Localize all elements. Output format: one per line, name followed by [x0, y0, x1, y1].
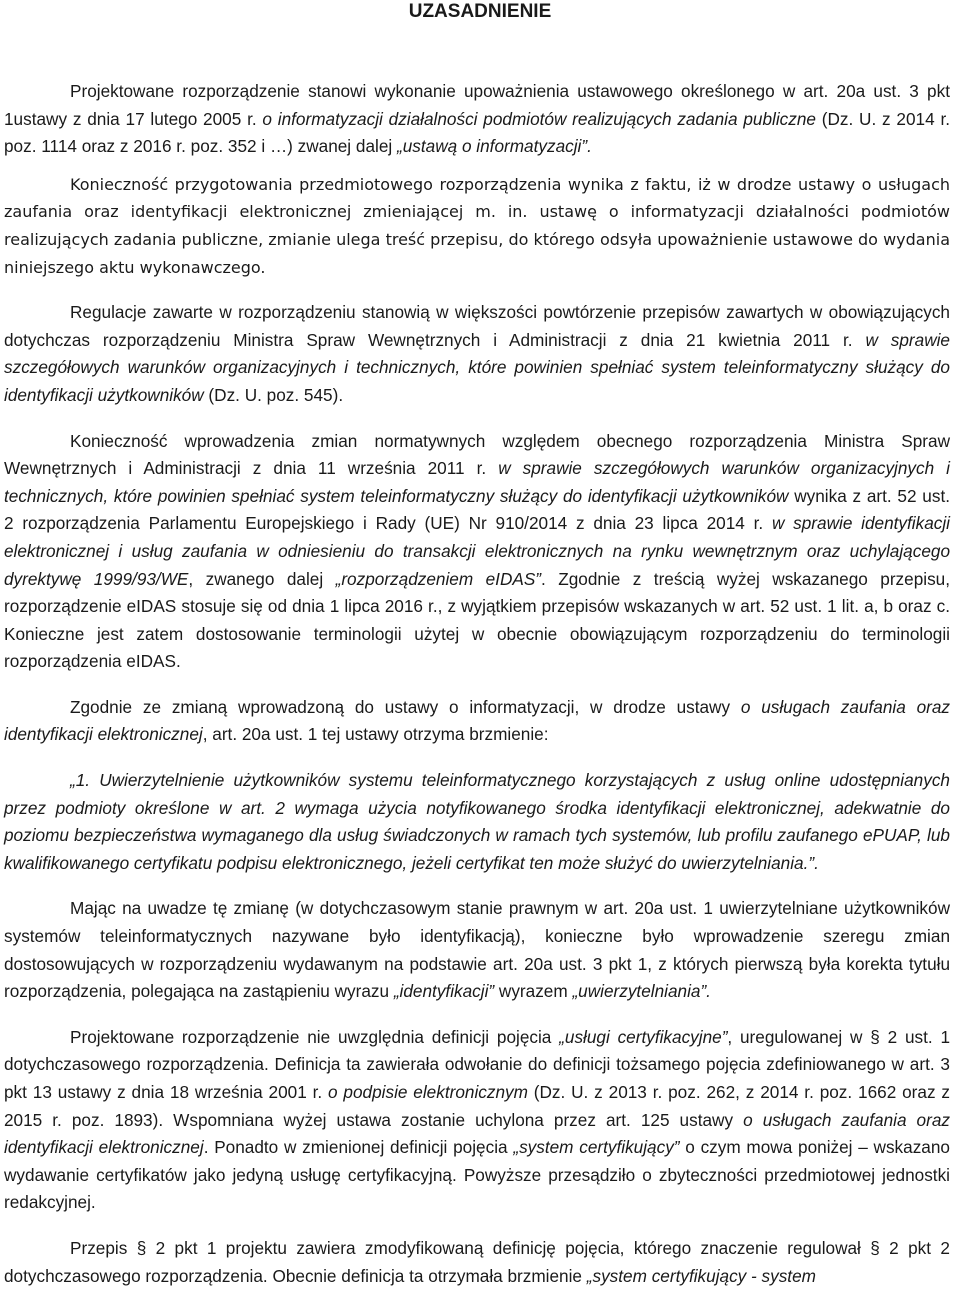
paragraph-7 [4, 895, 950, 1005]
italic-run: o usługach zaufania oraz identyfikacji elektronicznej [4, 1109, 950, 1158]
text-run: o czym mowa poniżej – wskazano wydawanie certyfikatów jako jedyną usługę certyfikacyjną. Powyższe przesądziło o zbyteczności przedmiotowej jednostki redakcyjnej. [4, 1137, 950, 1213]
paragraph-9 [4, 1235, 950, 1290]
paragraph-6-quote: „1. Uwierzytelnienie użytkowników systemu teleinformatycznego korzystających z usług online udostępnianych przez podmioty określone w art. 2 wymaga użycia notyfikowanego środka identyfikacji elektronicznej, adekwatnie do poziomu bezpieczeństwa wymaganego dla usług świadczonych w ramach tych systemów, lub profilu zaufanego ePUAP, lub kwalifikowanego certyfikatu podpisu elektronicznego, jeżeli certyfikat ten może służyć do uwierzytelniania.”. [4, 770, 950, 873]
italic-run: o informatyzacji działalności podmiotów realizujących zadania publiczne [262, 108, 816, 129]
text-run: Mając na uwadze tę zmianę (w dotychczasowym stanie prawnym w art. 20a ust. 1 uwierzytelniane użytkowników systemów teleinformatycznych nazywane było identyfikacją), konieczne było wprowadzenie szeregu zmian dostosowujących w rozporządzeniu wydawanym na podstawie art. 20a ust. 3 pkt 1, z których pierwszą była korekta tytułu rozporządzenia, polegająca na zastąpieniu wyrazu [4, 898, 950, 1002]
italic-run: „uwierzytelniania”. [572, 981, 711, 1002]
paragraph-5 [4, 694, 950, 749]
text-run: Konieczność wprowadzenia zmian normatywnych względem obecnego rozporządzenia Ministra Spraw Wewnętrznych i Administracji z dnia 11 września 2011 r. [4, 430, 950, 479]
paragraph-2: Konieczność przygotowania przedmiotowego rozporządzenia wynika z faktu, iż w drodze ustawy o usługach zaufania oraz identyfikacji elektronicznej zmieniającej m. in. ustawę o informatyzacji działalności podmiotów realizujących zadania publiczne, zmianie ulega treść przepisu, do którego odsyła upoważnienie ustawowe do wydania niniejszego aktu wykonawczego. [4, 174, 950, 277]
text-run: Przepis § 2 pkt 1 projektu zawiera zmodyfikowaną definicję pojęcia, którego znaczenie regulował § 2 pkt 2 dotychczasowego rozporządzenia. Obecnie definicja ta otrzymała brzmienie [4, 1237, 950, 1286]
italic-run: o usługach zaufania oraz identyfikacji elektronicznej [4, 696, 950, 745]
paragraph-3 [4, 299, 950, 409]
italic-run: w sprawie szczegółowych warunków organizacyjnych i technicznych, które powinien spełniać system teleinformatyczny służący do identyfikacji użytkowników [4, 329, 950, 405]
text-run: (Dz. U. z 2014 r. poz. 1114 oraz z 2016 r. poz. 352 i …) zwanej dalej [4, 108, 950, 157]
text-run: , uregulowanej w § 2 ust. 1 dotychczasowego rozporządzenia. Definicja ta zawierała odwołanie do definicji tożsamego pojęcia zdefiniowanego w art. 3 pkt 13 ustawy z dnia 18 września 2001 r. [4, 1026, 950, 1102]
italic-run: „usługi certyfikacyjne” [559, 1026, 728, 1047]
text-run: Projektowane rozporządzenie nie uwzględnia definicji pojęcia [70, 1026, 560, 1047]
italic-run: „ustawą o informatyzacji”. [397, 136, 592, 157]
italic-run: „system certyfikujący” [513, 1137, 680, 1158]
text-run: Zgodnie ze zmianą wprowadzoną do ustawy o informatyzacji, w drodze ustawy [70, 696, 741, 717]
text-run: . Ponadto w zmienionej definicji pojęcia [203, 1137, 514, 1158]
page-title: UZASADNIENIE [408, 1, 552, 22]
text-run: (Dz. U. z 2013 r. poz. 262, z 2014 r. poz. 1662 oraz z 2015 r. poz. 1893). Wspomniana wyżej ustawa zostanie uchylona przez art. 125 ustawy [4, 1082, 950, 1130]
text-run: (Dz. U. poz. 545). [203, 384, 344, 405]
text-run: wynika z art. 52 ust. 2 rozporządzenia Parlamentu Europejskiego i Rady (UE) Nr 910/2014 z dnia 23 lipca 2014 r. [4, 485, 951, 534]
text-run: , art. 20a ust. 1 tej ustawy otrzyma brzmienie: [202, 724, 549, 745]
italic-run: „rozporządzeniem eIDAS” [335, 568, 542, 589]
text-run: , zwanego dalej [188, 568, 336, 589]
text-run: Regulacje zawarte w rozporządzeniu stanowią w większości powtórzenie przepisów zawartych w obowiązujących dotychczas rozporządzeniu Ministra Spraw Wewnętrznych i Administracji z dnia 21 kwietnia 2011 r. [4, 302, 950, 350]
paragraph-4 [4, 428, 950, 676]
italic-run: w sprawie szczegółowych warunków organizacyjnych i technicznych, które powinien spełniać system teleinformatyczny służący do identyfikacji użytkowników [4, 458, 951, 506]
text-run: wyrazem [494, 981, 573, 1002]
document-body [4, 78, 950, 1290]
italic-run: w sprawie identyfikacji elektronicznej i usług zaufania w odniesieniu do transakcji elektronicznych na rynku wewnętrznym oraz uchylającego dyrektywę 1999/93/WE [4, 513, 950, 589]
paragraph-8 [4, 1024, 950, 1217]
paragraph-1 [4, 78, 950, 161]
text-run: Projektowane rozporządzenie stanowi wykonanie upoważnienia ustawowego określonego w art. 20a ust. 3 pkt 1ustawy z dnia 17 lutego 2005 r. [4, 81, 950, 129]
italic-run: „identyfikacji” [393, 981, 495, 1002]
text-run: . Zgodnie z treścią wyżej wskazanego przepisu, rozporządzenie eIDAS stosuje się od dnia 1 lipca 2016 r., z wyjątkiem przepisów wskazanych w art. 52 ust. 1 lit. a, b oraz c. Konieczne jest zatem dostosowanie terminologii użytej w obecnie obowiązującym rozporządzeniu do terminologii rozporządzenia eIDAS. [4, 568, 951, 672]
italic-run: „system certyfikujący - system [586, 1265, 816, 1286]
italic-run: o podpisie elektronicznym [328, 1082, 528, 1102]
